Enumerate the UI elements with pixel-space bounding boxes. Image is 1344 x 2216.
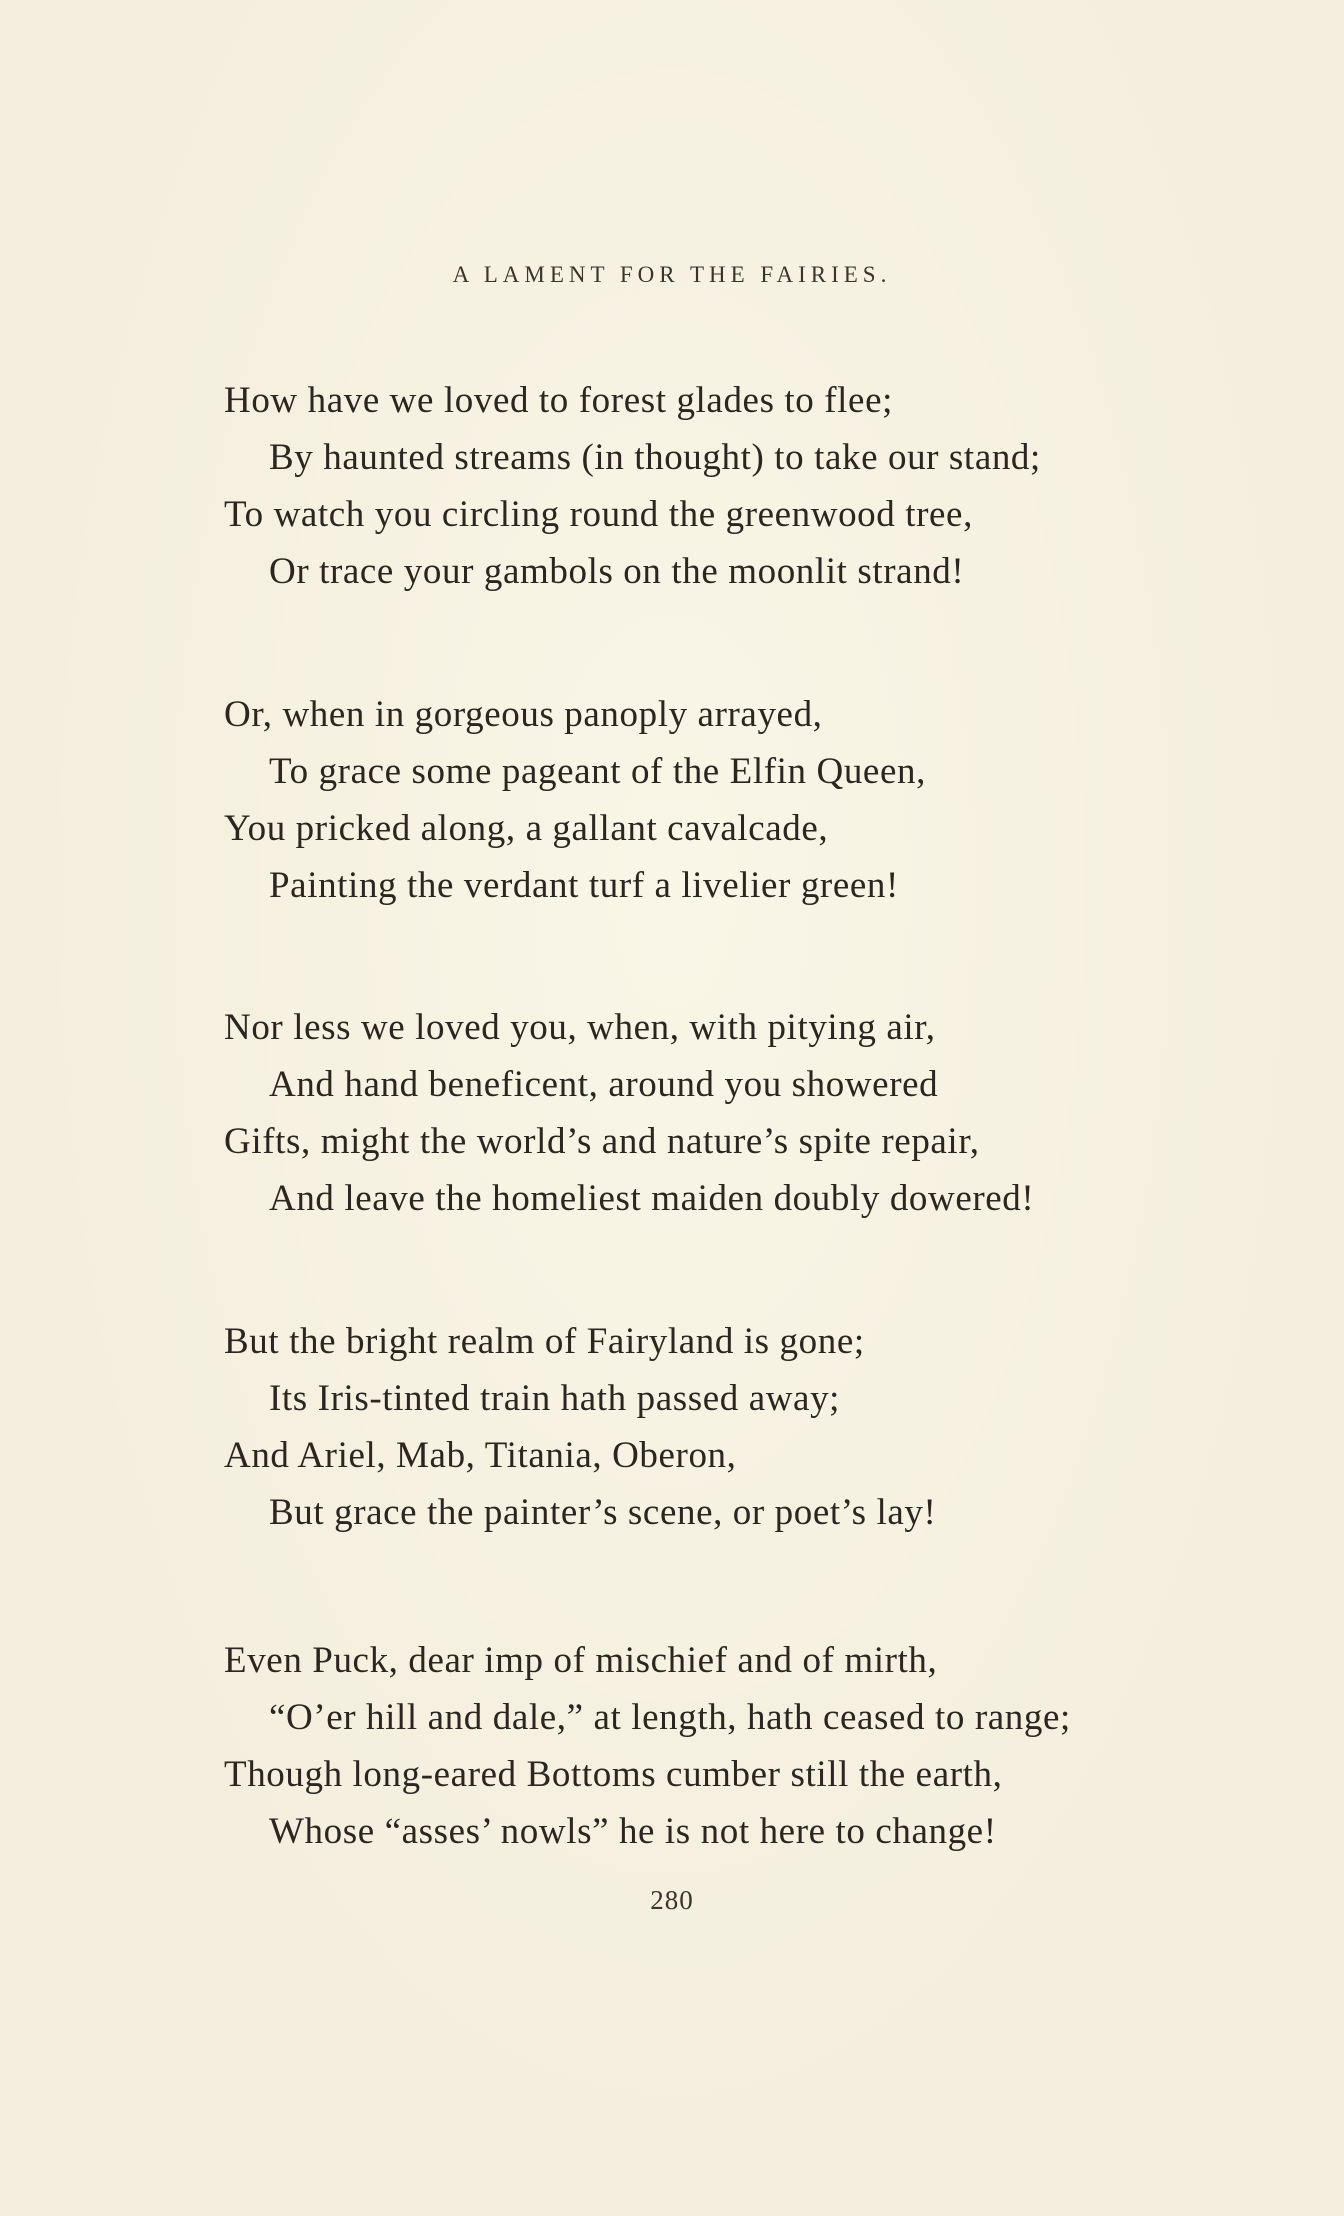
verse-line: You pricked along, a gallant cavalcade, bbox=[224, 808, 829, 849]
verse-line: And Ariel, Mab, Titania, Oberon, bbox=[224, 1435, 737, 1476]
verse-line: “O’er hill and dale,” at length, hath ceased to range; bbox=[269, 1697, 1071, 1738]
verse-line: But grace the painter’s scene, or poet’s lay! bbox=[269, 1492, 937, 1533]
verse-line: How have we loved to forest glades to flee; bbox=[224, 380, 893, 421]
verse-line: Even Puck, dear imp of mischief and of mirth, bbox=[224, 1640, 938, 1681]
verse-line: To grace some pageant of the Elfin Queen, bbox=[269, 751, 926, 792]
verse-line: And hand beneficent, around you showered bbox=[269, 1064, 939, 1105]
verse-line: Or, when in gorgeous panoply arrayed, bbox=[224, 694, 823, 735]
verse-line: But the bright realm of Fairyland is gone; bbox=[224, 1321, 865, 1362]
verse-line: Though long-eared Bottoms cumber still the earth, bbox=[224, 1754, 1003, 1795]
verse-line: By haunted streams (in thought) to take our stand; bbox=[269, 437, 1041, 478]
verse-line: To watch you circling round the greenwood tree, bbox=[224, 494, 973, 535]
verse-line: Gifts, might the world’s and nature’s spite repair, bbox=[224, 1121, 980, 1162]
page-number: 280 bbox=[650, 1885, 694, 1915]
verse-line: Or trace your gambols on the moonlit strand! bbox=[269, 551, 965, 592]
verse-line: And leave the homeliest maiden doubly dowered! bbox=[269, 1178, 1035, 1219]
verse-line: Nor less we loved you, when, with pitying air, bbox=[224, 1007, 936, 1048]
verse-line: Whose “asses’ nowls” he is not here to change! bbox=[269, 1811, 997, 1852]
stanza-5 bbox=[224, 1632, 1304, 1860]
stanza-3 bbox=[224, 999, 1304, 1227]
verse-line: Its Iris-tinted train hath passed away; bbox=[269, 1378, 841, 1419]
stanza-4 bbox=[224, 1313, 1304, 1541]
verse-line: Painting the verdant turf a livelier green! bbox=[269, 865, 899, 906]
stanza-1 bbox=[224, 372, 1304, 600]
stanza-2 bbox=[224, 686, 1304, 914]
running-head: A LAMENT FOR THE FAIRIES. bbox=[452, 262, 892, 287]
